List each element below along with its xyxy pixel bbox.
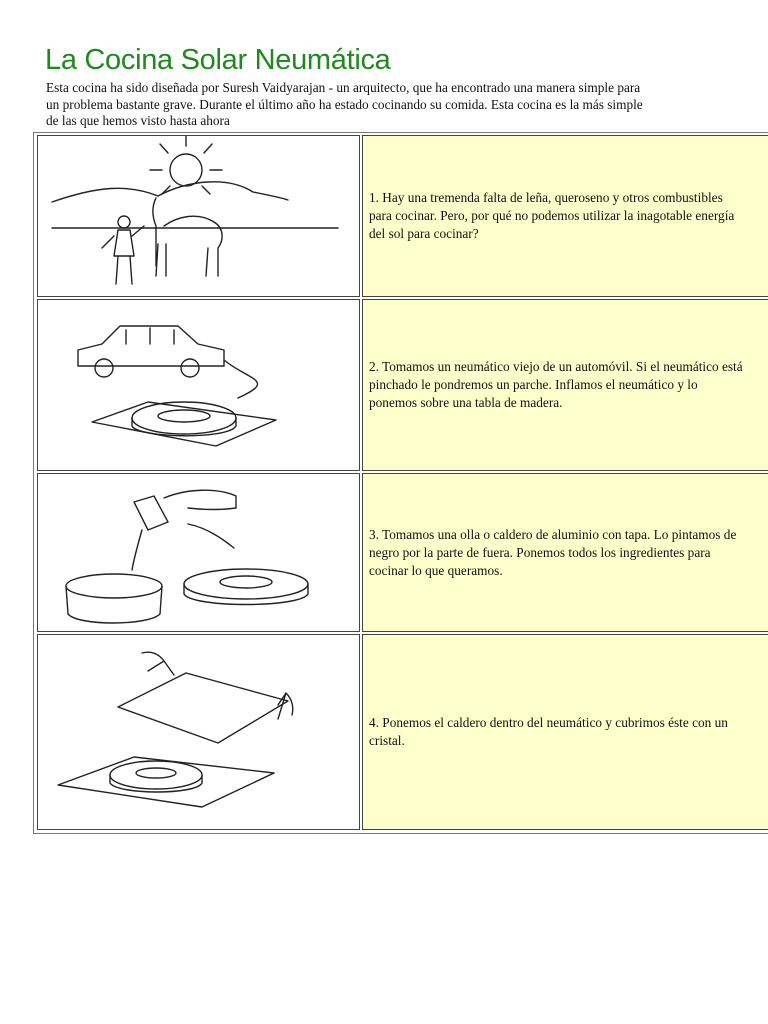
step-2-text-cell (362, 299, 768, 471)
step-text-line: cocinar lo que queramos. (369, 562, 503, 578)
intro-line: Esta cocina ha sido diseñada por Suresh Vaidyarajan - un arquitecto, que ha encontrado una manera simple para (46, 80, 641, 95)
intro-line: un problema bastante grave. Durante el último año ha estado cocinando su comida. Esta cocina es la más simple (46, 96, 643, 112)
step-4-illustration (37, 634, 360, 830)
step-1-text (369, 189, 768, 243)
step-text-line: 4. Ponemos el caldero dentro del neumático y cubrimos éste con un (369, 715, 728, 730)
step-1-illustration (37, 135, 360, 297)
step-4-text-cell (362, 634, 768, 830)
page-title: La Cocina Solar Neumática (45, 44, 391, 76)
glass-cover-illustration (38, 635, 359, 829)
step-text-line: 1. Hay una tremenda falta de leña, queroseno y otros combustibles (369, 190, 723, 205)
step-2-text (369, 358, 768, 412)
step-text-line: para cocinar. Pero, por qué no podemos utilizar la inagotable energía (369, 208, 735, 223)
intro-line: de las que hemos visto hasta ahora (46, 113, 230, 128)
sun-camel-illustration (38, 136, 359, 296)
step-text-line: pinchado le pondremos un parche. Inflamos el neumático y lo (369, 377, 698, 392)
step-3-illustration (37, 473, 360, 632)
step-text-line: 2. Tomamos un neumático viejo de un automóvil. Si el neumático está (369, 359, 743, 374)
step-text-line: 3. Tomamos una olla o caldero de aluminio con tapa. Lo pintamos de (369, 526, 737, 542)
step-3-text-cell (362, 473, 768, 632)
car-tire-illustration (38, 300, 359, 470)
step-3-text (369, 526, 768, 580)
step-1-text-cell (362, 135, 768, 297)
steps-table (33, 132, 768, 834)
step-2-illustration (37, 299, 360, 471)
pot-pouring-illustration (38, 474, 359, 631)
intro-paragraph (46, 80, 746, 130)
step-text-line: del sol para cocinar? (369, 226, 479, 241)
step-4-text (369, 714, 768, 750)
step-text-line: ponemos sobre una tabla de madera. (369, 395, 563, 410)
step-text-line: negro por la parte de fuera. Ponemos todos los ingredientes para (369, 544, 711, 560)
step-text-line: cristal. (369, 733, 405, 748)
